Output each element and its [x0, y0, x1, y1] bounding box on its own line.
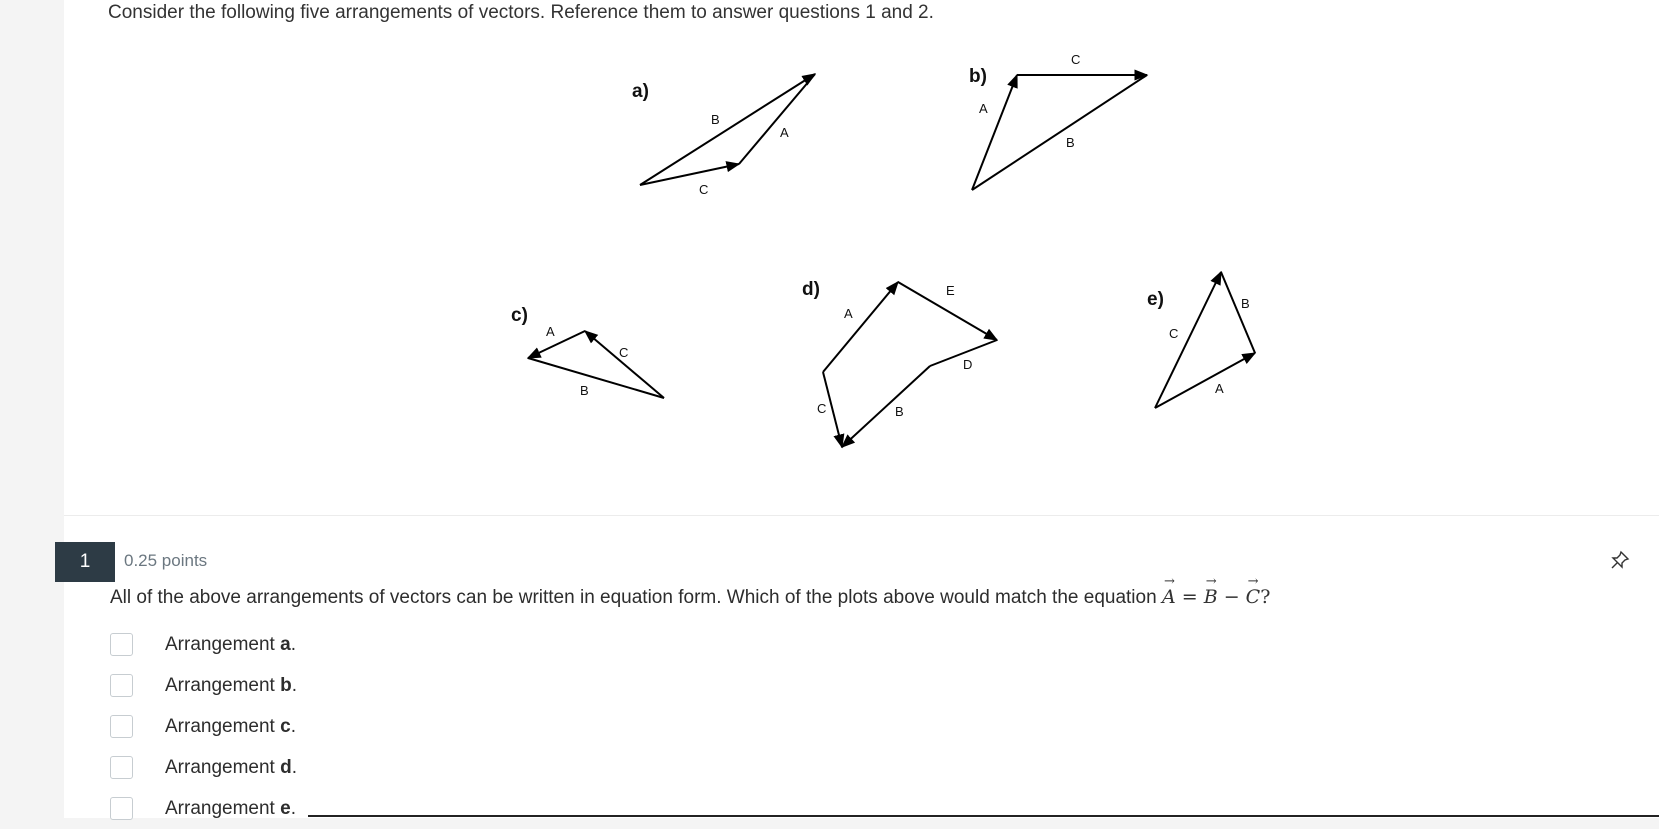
- checkbox-d[interactable]: [110, 756, 133, 779]
- arrangement-c-label-A: A: [546, 324, 555, 339]
- answer-suffix: .: [290, 715, 296, 737]
- answer-label-a[interactable]: [165, 634, 296, 656]
- arrangement-e-vector-A: [1155, 353, 1255, 408]
- checkbox-c[interactable]: [110, 715, 133, 738]
- answer-label-b[interactable]: [165, 675, 297, 697]
- arrangement-d-label-A: A: [844, 306, 853, 321]
- answer-letter: d: [280, 756, 292, 778]
- arrangement-d-vector-B: [842, 366, 930, 447]
- arrangement-e-label: e): [1147, 289, 1164, 310]
- answer-prefix: Arrangement: [165, 674, 281, 696]
- answer-letter: a: [280, 633, 291, 655]
- question-number-badge: 1: [55, 542, 115, 582]
- answer-options: [110, 624, 297, 829]
- answer-suffix: .: [291, 756, 298, 778]
- equation-question-mark: ?: [1260, 586, 1271, 608]
- arrangement-c-label: c): [511, 305, 528, 326]
- arrangement-b-vector-B: [972, 75, 1147, 190]
- arrangement-e-label-C: C: [1169, 326, 1179, 341]
- arrangement-d-label-D: D: [963, 357, 973, 372]
- equation-minus: −: [1223, 586, 1240, 608]
- arrangement-e-label-A: A: [1215, 381, 1224, 396]
- answer-letter: b: [280, 674, 292, 696]
- arrangement-c-label-C: C: [619, 345, 629, 360]
- answer-label-d[interactable]: [165, 757, 297, 779]
- answer-suffix: .: [290, 633, 296, 655]
- question-points: 0.25 points: [124, 551, 208, 570]
- answer-option-d[interactable]: [110, 747, 297, 788]
- answer-label-e[interactable]: [165, 798, 296, 820]
- arrangement-b-label-A: A: [979, 101, 988, 116]
- answer-prefix: Arrangement: [165, 756, 281, 778]
- arrangement-a-vector-B: [640, 74, 815, 185]
- equation-vector-a: → A: [1162, 586, 1176, 608]
- answer-prefix: Arrangement: [165, 633, 281, 655]
- equation-vector-b: → B: [1204, 586, 1218, 608]
- answer-label-c[interactable]: [165, 716, 296, 738]
- answer-prefix: Arrangement: [165, 715, 281, 737]
- arrangement-c-label-B: B: [580, 383, 589, 398]
- arrangement-c-vector-C: [585, 331, 664, 398]
- question-text: [110, 586, 1270, 609]
- arrangement-c-vector-A: [528, 331, 585, 358]
- arrangement-b-label-B: B: [1066, 135, 1075, 150]
- arrangement-d-label-C: C: [817, 401, 827, 416]
- question-equation: [1162, 586, 1270, 608]
- arrangement-a-label: a): [632, 81, 649, 102]
- answer-suffix: .: [290, 797, 296, 819]
- arrangement-b-vector-A: [972, 75, 1017, 190]
- arrangement-d-label-B: B: [895, 404, 904, 419]
- arrangement-d-label: d): [802, 279, 820, 300]
- equation-vector-c: → C: [1246, 586, 1261, 608]
- arrangement-e-vector-B: [1221, 272, 1255, 353]
- arrangement-a-label-C: C: [699, 182, 709, 197]
- answer-option-a[interactable]: [110, 624, 297, 665]
- answer-letter: e: [280, 797, 291, 819]
- question-prompt: All of the above arrangements of vectors can be written in equation form. Which of the plots above would match the equation: [110, 587, 1157, 608]
- section-divider: [64, 515, 1659, 516]
- arrangement-a-vector-A: [739, 74, 815, 164]
- answer-option-e[interactable]: [110, 788, 297, 829]
- answer-suffix: .: [291, 674, 298, 696]
- equation-equals: =: [1181, 586, 1198, 608]
- arrangement-a-label-A: A: [780, 125, 789, 140]
- answer-prefix: Arrangement: [165, 797, 281, 819]
- arrangement-b-label-C: C: [1071, 52, 1081, 67]
- answer-letter: c: [280, 715, 291, 737]
- arrangement-a-label-B: B: [711, 112, 720, 127]
- arrangement-e-vector-C: [1155, 272, 1221, 408]
- checkbox-a[interactable]: [110, 633, 133, 656]
- pin-icon[interactable]: [1609, 549, 1631, 571]
- checkbox-b[interactable]: [110, 674, 133, 697]
- bottom-border: [308, 815, 1659, 817]
- arrangement-b-label: b): [969, 66, 987, 87]
- arrangement-e-label-B: B: [1241, 296, 1250, 311]
- arrangement-d-label-E: E: [946, 283, 955, 298]
- checkbox-e[interactable]: [110, 797, 133, 820]
- answer-option-c[interactable]: [110, 706, 297, 747]
- arrangement-d-vector-A: [823, 282, 898, 372]
- arrangement-c-vector-B: [528, 358, 664, 398]
- answer-option-b[interactable]: [110, 665, 297, 706]
- intro-text: Consider the following five arrangements of vectors. Reference them to answer questions 1 and 2.: [108, 2, 934, 23]
